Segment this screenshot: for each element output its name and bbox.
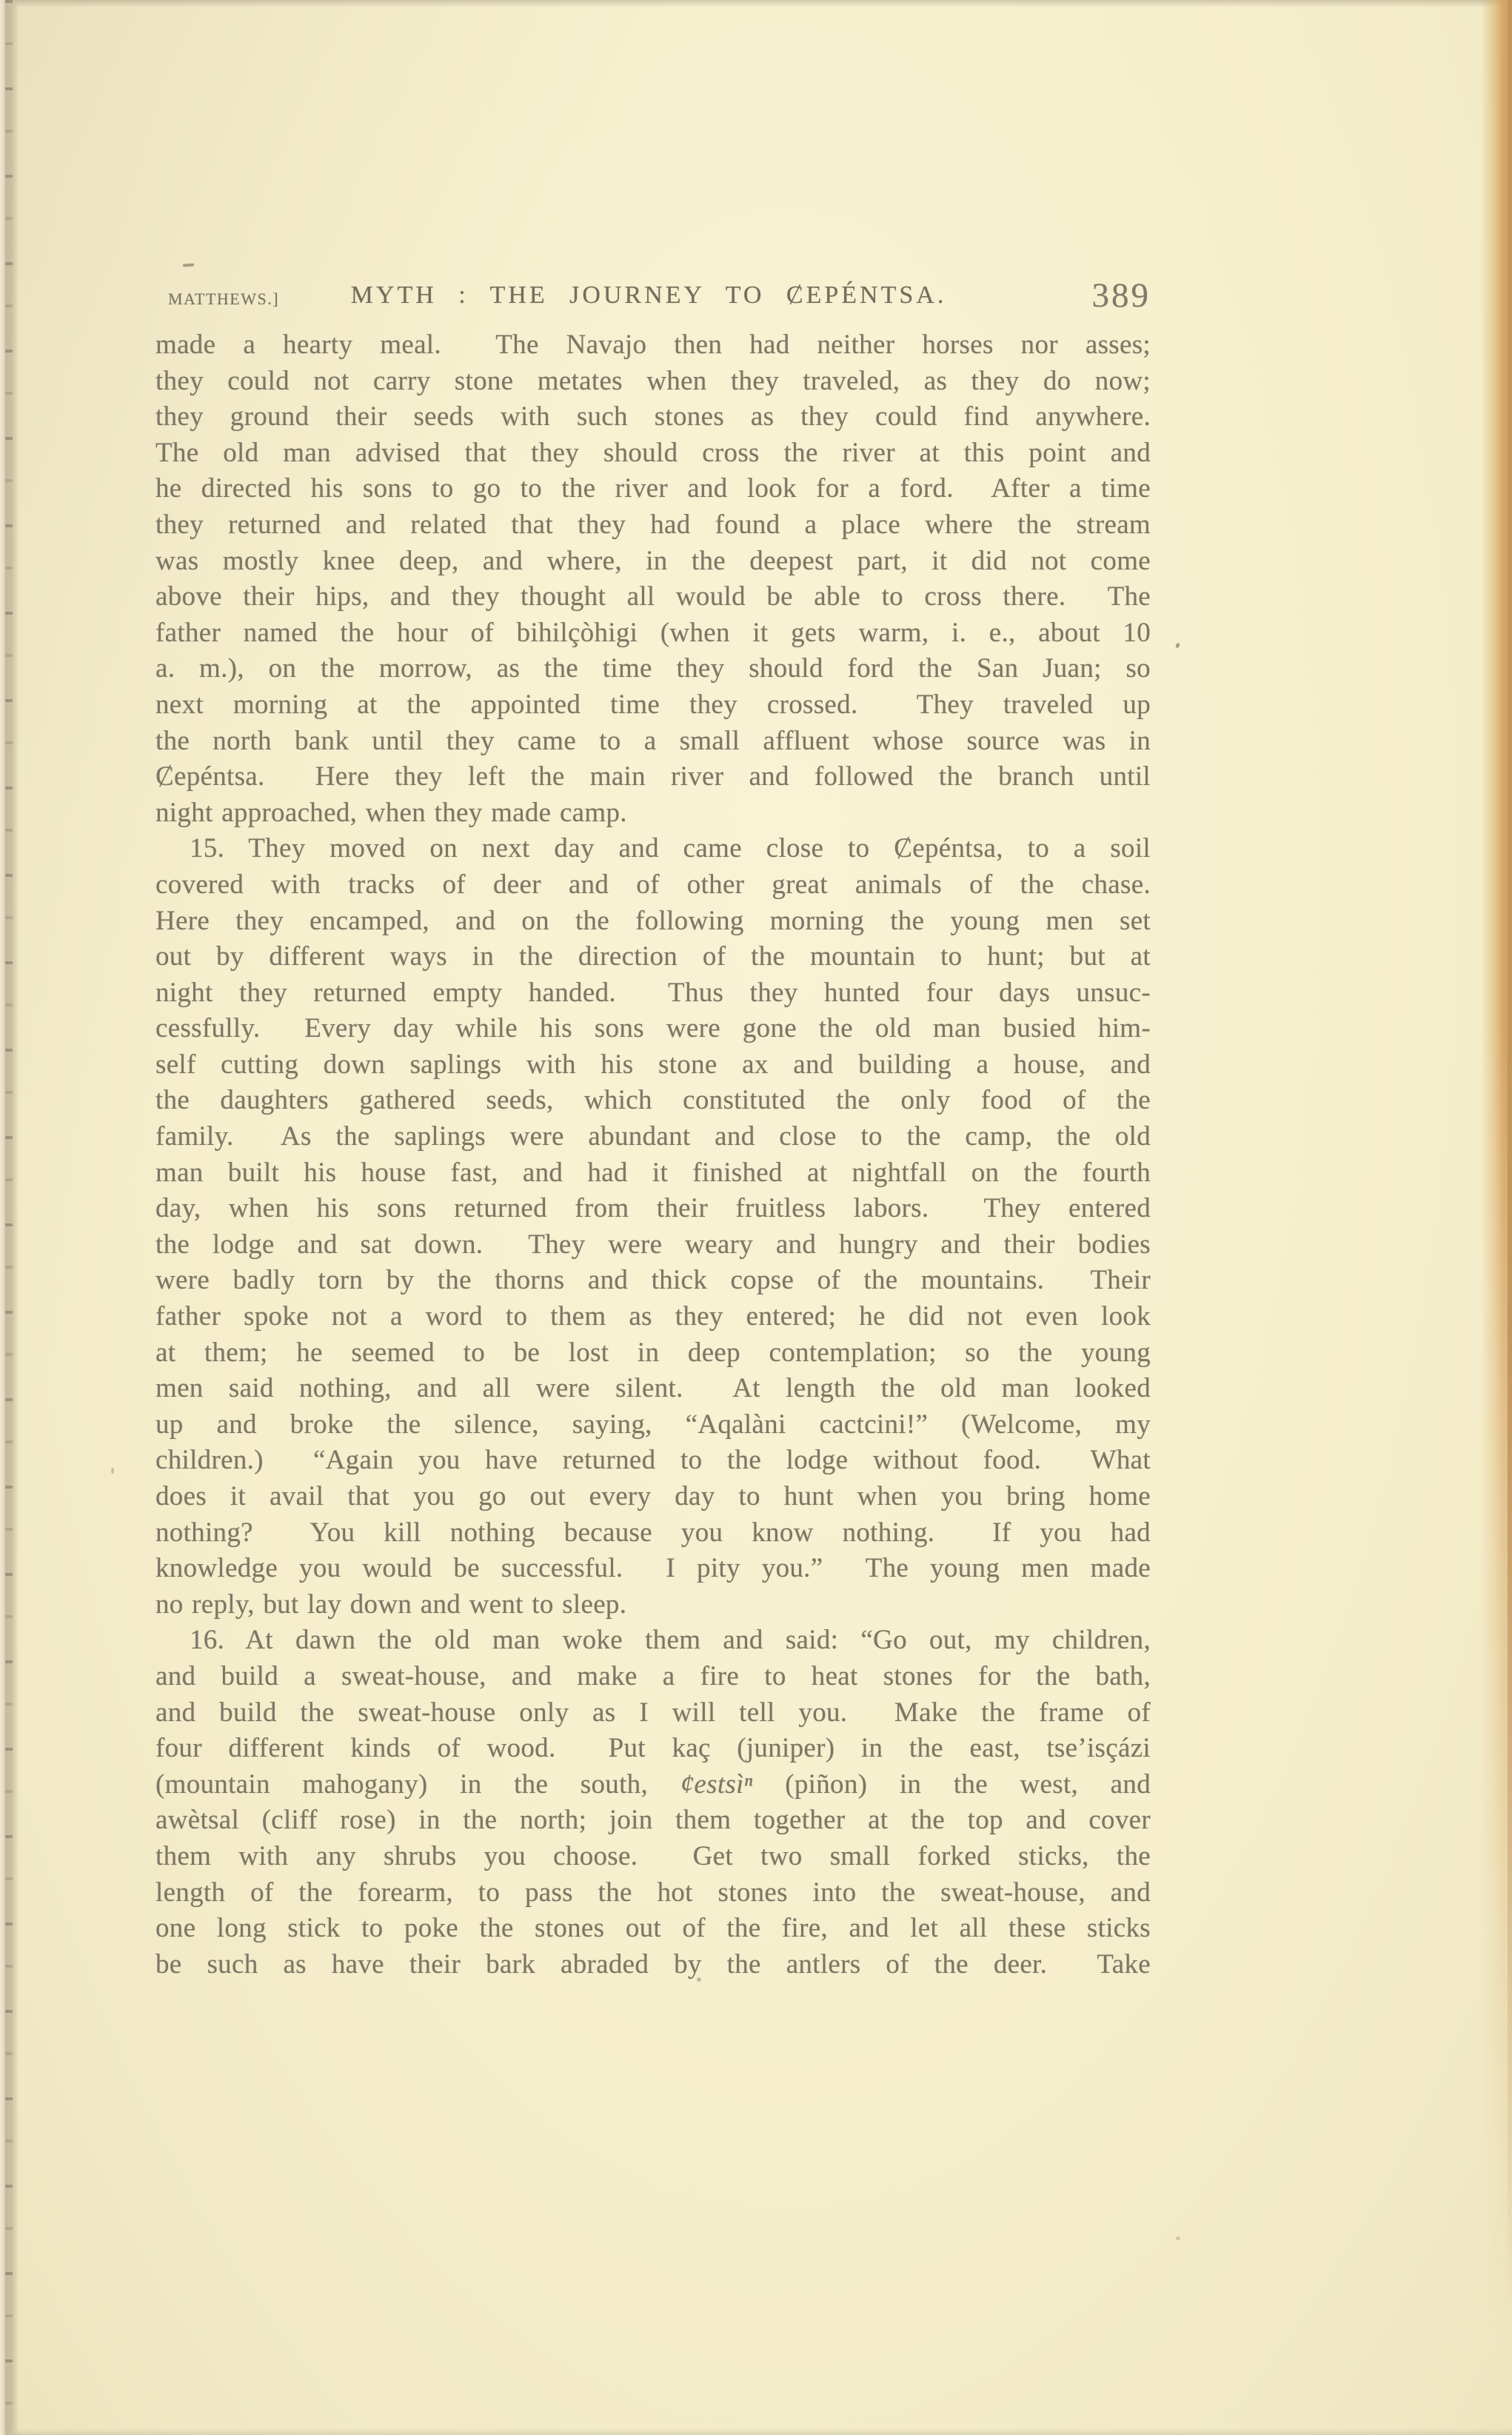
text-line: Here they encamped, and on the following morning the young men set (155, 905, 1151, 936)
text-line: four different kinds of wood. Put kaç (juniper) in the east, tse’isçázi (155, 1733, 1151, 1764)
text-line: family. As the saplings were abundant and close to the camp, the old (155, 1121, 1151, 1152)
text-line: the north bank until they came to a small affluent whose source was in (155, 725, 1151, 756)
text-line: day, when his sons returned from their fruitless labors. They entered (155, 1193, 1151, 1224)
text-line: cessfully. Every day while his sons were gone the old man busied him- (155, 1013, 1151, 1044)
page-title: MYTH : THE JOURNEY TO ȻEPÉNTSA. (350, 281, 947, 309)
text-line: the lodge and sat down. They were weary and hungry and their bodies (155, 1229, 1151, 1260)
text-line: next morning at the appointed time they crossed. They traveled up (155, 689, 1151, 720)
text-line: The old man advised that they should cross the river at this point and (155, 437, 1151, 468)
text-line: he directed his sons to go to the river and look for a ford. After a time (155, 473, 1151, 504)
top-edge-shadow (0, 0, 1512, 7)
text-line: self cutting down saplings with his stone ax and building a house, and (155, 1049, 1151, 1080)
text-line: one long stick to poke the stones out of the fire, and let all these sticks (155, 1913, 1151, 1944)
text-line: does it avail that you go out every day to hunt when you bring home (155, 1481, 1151, 1512)
text-line: man built his house fast, and had it finished at nightfall on the fourth (155, 1157, 1151, 1188)
text-line: (mountain mahogany) in the south, ȼestsìⁿ (piñon) in the west, and (155, 1768, 1151, 1800)
author-note: MATTHEWS.] (168, 290, 280, 308)
stray-mark (183, 263, 194, 267)
page-number: 389 (1091, 276, 1151, 315)
text-line: were badly torn by the thorns and thick copse of the mountains. Their (155, 1265, 1151, 1296)
text-line: night they returned empty handed. Thus they hunted four days unsuc- (155, 977, 1151, 1008)
text-line: out by different ways in the direction of the mountain to hunt; but at (155, 941, 1151, 972)
text-line: no reply, but lay down and went to sleep. (155, 1589, 627, 1620)
paragraph (155, 1623, 1151, 1983)
text-line: be such as have their bark abraded by the antlers of the deer. Take (155, 1948, 1151, 1980)
text-line: up and broke the silence, saying, “Aqalàni cactcini!” (Welcome, my (155, 1409, 1151, 1440)
text-line: and build a sweat-house, and make a fire to heat stones for the bath, (155, 1660, 1151, 1691)
text-line: 15. They moved on next day and came close to Ȼepéntsa, to a soil (190, 833, 1151, 864)
text-line: awètsal (cliff rose) in the north; join them together at the top and cover (155, 1805, 1151, 1836)
text-line: the daughters gathered seeds, which constituted the only food of the (155, 1085, 1151, 1116)
text-line: they ground their seeds with such stones as they could find anywhere. (155, 401, 1151, 432)
text-line: father named the hour of bihilçòhigi (when it gets warm, i. e., about 10 (155, 617, 1151, 648)
text-line: made a hearty meal. The Navajo then had neither horses nor asses; (155, 330, 1151, 360)
stray-mark (1175, 642, 1180, 648)
text-line: knowledge you would be successful. I pity you.” The young men made (155, 1553, 1151, 1584)
text-line: men said nothing, and all were silent. At length the old man looked (155, 1373, 1151, 1404)
native-term: ȼestsìⁿ (680, 1768, 753, 1800)
left-edge-artifact (0, 0, 19, 2435)
text-line: above their hips, and they thought all would be able to cross there. The (155, 581, 1151, 612)
text-line: night approached, when they made camp. (155, 797, 627, 828)
text-line: at them; he seemed to be lost in deep contemplation; so the young (155, 1337, 1151, 1368)
text-line: nothing? You kill nothing because you know nothing. If you had (155, 1517, 1151, 1548)
text-line: father spoke not a word to them as they entered; he did not even look (155, 1301, 1151, 1332)
paragraph (155, 831, 1151, 1623)
stray-mark (111, 1468, 114, 1474)
text-line: length of the forearm, to pass the hot stones into the sweat-house, and (155, 1877, 1151, 1908)
bottom-edge-shadow (0, 2428, 1512, 2435)
text-line: Ȼepéntsa. Here they left the main river and followed the branch until (155, 761, 1151, 792)
text-line: them with any shrubs you choose. Get two small forked sticks, the (155, 1840, 1151, 1871)
stray-mark (1176, 2237, 1180, 2240)
text-line: covered with tracks of deer and of other great animals of the chase. (155, 869, 1151, 900)
right-edge-line (1508, 0, 1512, 2435)
paragraph (155, 327, 1151, 831)
text-line: children.) “Again you have returned to the lodge without food. What (155, 1445, 1151, 1476)
text-line: they could not carry stone metates when they traveled, as they do now; (155, 365, 1151, 396)
text-line: a. m.), on the morrow, as the time they should ford the San Juan; so (155, 653, 1151, 684)
text-line: and build the sweat-house only as I will tell you. Make the frame of (155, 1697, 1151, 1728)
text-line: was mostly knee deep, and where, in the deepest part, it did not come (155, 545, 1151, 576)
body-text (155, 327, 1151, 1983)
text-line: 16. At dawn the old man woke them and said: “Go out, my children, (190, 1625, 1151, 1656)
left-edge-specks (5, 0, 13, 2435)
running-header (0, 275, 1512, 320)
text-line: they returned and related that they had found a place where the stream (155, 509, 1151, 540)
